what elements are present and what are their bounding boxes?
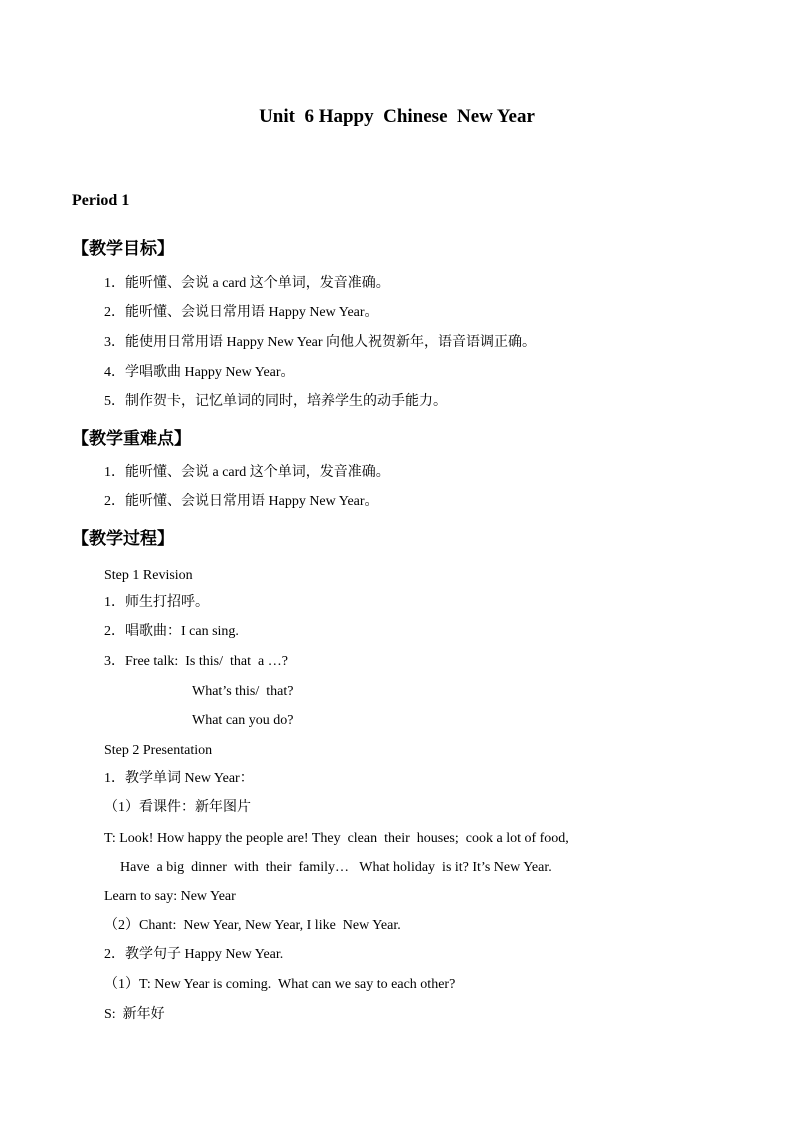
- list-item: What’s this/ that?: [192, 684, 294, 699]
- section-heading-process: 【教学过程】: [72, 529, 174, 549]
- list-item: 3．能使用日常用语 Happy New Year 向他人祝贺新年，语音语调正确。: [104, 335, 537, 350]
- list-item: （1）T: New Year is coming. What can we say to each other?: [104, 977, 456, 992]
- page-title: Unit 6 Happy Chinese New Year: [259, 106, 535, 127]
- list-item: 2．教学句子 Happy New Year.: [104, 947, 284, 962]
- section-heading-goals: 【教学目标】: [72, 239, 174, 259]
- list-item: （2）Chant: New Year, New Year, I like New Year.: [104, 918, 401, 933]
- step-title: Step 1 Revision: [104, 568, 193, 583]
- list-item: Have a big dinner with their family… What holiday is it? It’s New Year.: [120, 860, 552, 875]
- section-heading-key-points: 【教学重难点】: [72, 429, 191, 449]
- list-item: 1．能听懂、会说 a card 这个单词，发音准确。: [104, 465, 390, 480]
- list-item: （1）看课件：新年图片: [104, 800, 251, 815]
- list-item: S: 新年好: [104, 1007, 165, 1022]
- list-item: 4．学唱歌曲 Happy New Year。: [104, 365, 295, 380]
- list-item: T: Look! How happy the people are! They clean their houses; cook a lot of food,: [104, 831, 569, 846]
- list-item: 1．教学单词 New Year：: [104, 771, 254, 786]
- list-item: 2．唱歌曲：I can sing.: [104, 624, 239, 639]
- list-item: 2．能听懂、会说日常用语 Happy New Year。: [104, 305, 379, 320]
- list-item: 1．能听懂、会说 a card 这个单词，发音准确。: [104, 276, 390, 291]
- period-label: Period 1: [72, 192, 130, 209]
- list-item: Learn to say: New Year: [104, 889, 236, 904]
- step-title: Step 2 Presentation: [104, 743, 213, 758]
- list-item: 2．能听懂、会说日常用语 Happy New Year。: [104, 494, 379, 509]
- list-item: 1．师生打招呼。: [104, 595, 209, 610]
- list-item: 5．制作贺卡，记忆单词的同时，培养学生的动手能力。: [104, 394, 447, 409]
- list-item: 3．Free talk: Is this/ that a …?: [104, 654, 288, 669]
- list-item: What can you do?: [192, 713, 294, 728]
